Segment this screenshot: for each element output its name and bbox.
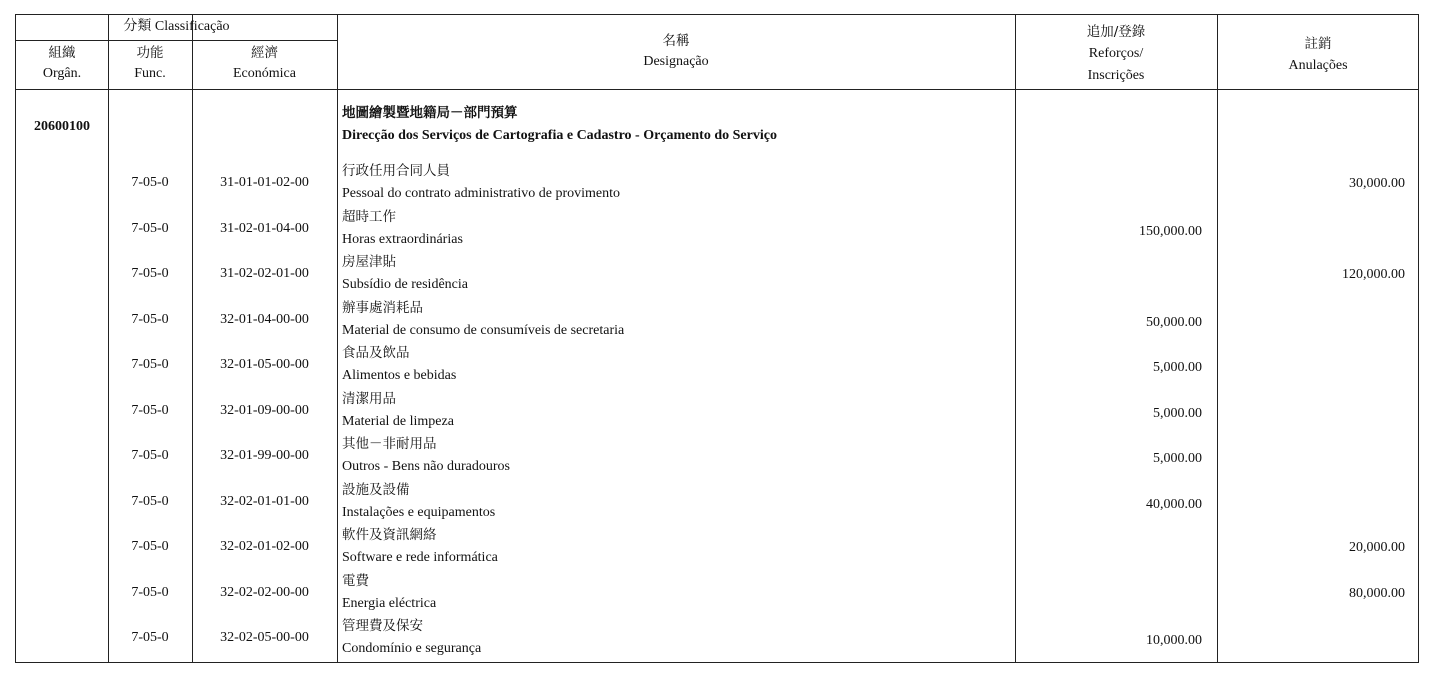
- header-econ-zh: 經濟: [251, 45, 278, 61]
- row-econ: 32-01-99-00-00: [220, 448, 309, 463]
- header-organ-pt: Orgân.: [42, 66, 82, 81]
- col-divider: [337, 15, 338, 662]
- classification-divider: [16, 40, 337, 41]
- col-divider: [192, 15, 193, 662]
- row-func: 7-05-0: [131, 220, 169, 236]
- row-name-zh: 其他－非耐用品: [342, 436, 437, 452]
- row-econ: 31-02-01-04-00: [220, 220, 309, 236]
- row-name-zh: 清潔用品: [342, 390, 396, 407]
- row-econ: 31-02-02-01-00: [220, 266, 309, 281]
- row-econ: 32-01-04-00-00: [220, 311, 309, 327]
- row-name-zh: 房屋津貼: [342, 254, 396, 270]
- row-econ: 32-02-01-01-00: [220, 493, 309, 509]
- row-func: 7-05-0: [131, 630, 169, 645]
- row-anulacao: 80,000.00: [1349, 585, 1405, 601]
- row-reforco: 40,000.00: [1146, 496, 1202, 512]
- row-econ: 32-02-02-00-00: [220, 584, 309, 600]
- col-divider: [1217, 15, 1218, 662]
- row-name-pt: Material de consumo de consumíveis de secretaria: [342, 322, 625, 338]
- col-divider: [108, 15, 109, 662]
- row-func: 7-05-0: [131, 584, 169, 600]
- header-organ-zh: 組織: [48, 45, 76, 61]
- row-reforco: 5,000.00: [1153, 405, 1202, 421]
- row-reforco: 50,000.00: [1146, 314, 1202, 330]
- row-func: 7-05-0: [131, 448, 169, 463]
- row-func: 7-05-0: [131, 357, 169, 372]
- header-cancel-zh: 註銷: [1304, 36, 1332, 52]
- row-econ: 32-02-05-00-00: [220, 630, 309, 645]
- row-name-zh: 行政任用合同人員: [342, 163, 450, 179]
- header-func-zh: 功能: [136, 45, 164, 61]
- row-func: 7-05-0: [131, 493, 169, 509]
- header-reinforce-zh: 追加/登錄: [1086, 24, 1146, 40]
- row-reforco: 5,000.00: [1153, 360, 1202, 375]
- row-reforco: 10,000.00: [1146, 633, 1202, 648]
- row-func: 7-05-0: [131, 539, 169, 554]
- budget-table: [15, 14, 1419, 663]
- row-name-pt: Condomínio e segurança: [342, 641, 482, 656]
- header-cancel-pt: Anulações: [1288, 58, 1348, 73]
- row-econ: 32-01-05-00-00: [220, 357, 309, 372]
- row-name-zh: 軟件及資訊網絡: [342, 527, 437, 543]
- row-reforco: 5,000.00: [1153, 451, 1202, 466]
- organ-code: 20600100: [34, 119, 90, 134]
- row-func: 7-05-0: [131, 266, 169, 281]
- row-name-pt: Outros - Bens não duradouros: [342, 459, 510, 474]
- header-divider: [16, 89, 1419, 90]
- header-reinforce-pt2: Inscrições: [1087, 68, 1145, 83]
- organ-name-pt: Direcção dos Serviços de Cartografia e Cadastro - Orçamento do Serviço: [342, 128, 777, 143]
- row-name-pt: Material de limpeza: [342, 413, 454, 429]
- row-name-zh: 電費: [342, 572, 369, 589]
- row-reforco: 150,000.00: [1139, 223, 1202, 239]
- row-func: 7-05-0: [131, 175, 169, 190]
- row-econ: 32-02-01-02-00: [220, 539, 309, 554]
- row-func: 7-05-0: [131, 402, 169, 418]
- header-reinforce-pt1: Reforços/: [1088, 46, 1144, 61]
- header-classification: 分類 Classificação: [123, 19, 230, 34]
- header-func-pt: Func.: [134, 66, 166, 81]
- row-name-zh: 管理費及保安: [342, 618, 423, 634]
- row-anulacao: 120,000.00: [1342, 267, 1405, 282]
- row-name-zh: 設施及設備: [342, 481, 410, 498]
- organ-name-zh: 地圖繪製暨地籍局－部門預算: [342, 105, 518, 121]
- row-name-pt: Horas extraordinárias: [342, 231, 463, 247]
- row-name-zh: 辦事處消耗品: [342, 299, 423, 316]
- row-name-pt: Subsídio de residência: [342, 277, 468, 292]
- header-designation-pt: Designação: [643, 54, 709, 69]
- row-name-pt: Alimentos e bebidas: [342, 368, 457, 383]
- row-name-zh: 超時工作: [342, 208, 396, 225]
- row-econ: 32-01-09-00-00: [220, 402, 309, 418]
- row-name-pt: Instalações e equipamentos: [342, 504, 496, 520]
- header-designation-zh: 名稱: [662, 33, 690, 49]
- row-name-pt: Software e rede informática: [342, 550, 498, 565]
- row-anulacao: 30,000.00: [1349, 176, 1405, 191]
- row-name-pt: Pessoal do contrato administrativo de provimento: [342, 186, 621, 201]
- row-name-pt: Energia eléctrica: [342, 595, 437, 611]
- header-econ-pt: Económica: [233, 66, 296, 81]
- row-func: 7-05-0: [131, 311, 169, 327]
- row-name-zh: 食品及飲品: [342, 345, 410, 361]
- row-anulacao: 20,000.00: [1349, 540, 1405, 555]
- row-econ: 31-01-01-02-00: [220, 175, 309, 190]
- col-divider: [1015, 15, 1016, 662]
